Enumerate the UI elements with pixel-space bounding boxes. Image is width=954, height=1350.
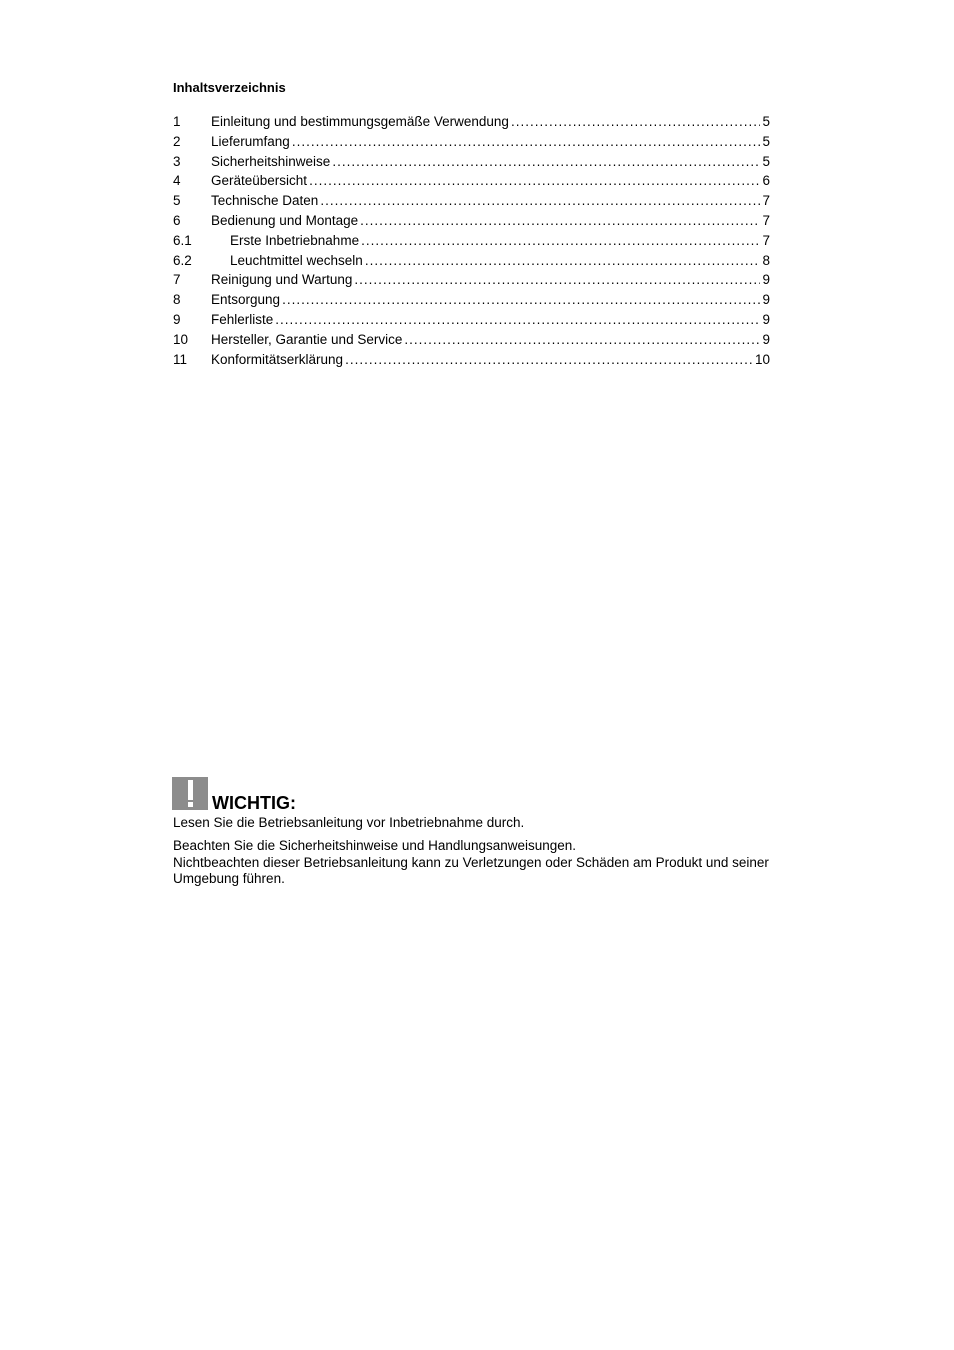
toc-entry-2[interactable] bbox=[173, 132, 770, 152]
toc-leader-dots bbox=[360, 211, 760, 231]
toc-entry-label: Bedienung und Montage bbox=[211, 212, 359, 228]
toc-entry-number: 10 bbox=[173, 331, 189, 347]
toc-leader-dots bbox=[320, 191, 760, 211]
toc-entry-6[interactable] bbox=[173, 211, 770, 231]
table-of-contents bbox=[173, 112, 770, 369]
warning-text-1: Lesen Sie die Betriebsanleitung vor Inbetriebnahme durch. bbox=[173, 815, 525, 830]
toc-entry-11[interactable] bbox=[173, 350, 770, 370]
toc-entry-number: 8 bbox=[173, 292, 181, 308]
toc-entry-label: Erste Inbetriebnahme bbox=[230, 232, 360, 248]
warning-text-2a: Beachten Sie die Sicherheitshinweise und Handlungsanweisungen. bbox=[173, 838, 577, 853]
toc-entry-page: 9 bbox=[762, 311, 770, 327]
toc-entry-label: Entsorgung bbox=[211, 292, 281, 308]
toc-leader-dots bbox=[345, 350, 753, 370]
toc-entry-number: 2 bbox=[173, 133, 181, 149]
toc-leader-dots bbox=[354, 270, 760, 290]
toc-entry-number: 6.1 bbox=[173, 232, 192, 248]
toc-leader-dots bbox=[511, 112, 761, 132]
toc-entry-number: 7 bbox=[173, 272, 181, 288]
toc-entry-page: 10 bbox=[754, 351, 770, 367]
toc-entry-number: 9 bbox=[173, 311, 181, 327]
toc-entry-label: Hersteller, Garantie und Service bbox=[211, 331, 403, 347]
toc-leader-dots bbox=[309, 171, 760, 191]
toc-entry-page: 9 bbox=[762, 292, 770, 308]
toc-entry-label: Fehlerliste bbox=[211, 311, 274, 327]
toc-leader-dots bbox=[332, 152, 760, 172]
toc-leader-dots bbox=[361, 231, 760, 251]
toc-entry-3[interactable] bbox=[173, 152, 770, 172]
warning-heading: WICHTIG: bbox=[212, 793, 296, 813]
toc-entry-page: 8 bbox=[762, 252, 770, 268]
toc-leader-dots bbox=[365, 251, 761, 271]
toc-entry-number: 1 bbox=[173, 114, 181, 129]
toc-entry-8[interactable] bbox=[173, 290, 770, 310]
toc-entry-9[interactable] bbox=[173, 310, 770, 330]
toc-entry-label: Einleitung und bestimmungsgemäße Verwendung bbox=[211, 114, 509, 129]
toc-entry-number: 5 bbox=[173, 193, 181, 209]
warning-text-2b: Nichtbeachten dieser Betriebsanleitung kann zu Verletzungen oder Schäden am Produkt und seiner Umgebung führen. bbox=[173, 854, 769, 886]
toc-entry-6-1[interactable] bbox=[173, 231, 770, 251]
toc-entry-page: 7 bbox=[762, 193, 770, 209]
toc-title: Inhaltsverzeichnis bbox=[173, 80, 286, 95]
toc-entry-label: Konformitätserklärung bbox=[211, 351, 344, 367]
toc-entry-number: 6.2 bbox=[173, 252, 192, 268]
toc-entry-label: Sicherheitshinweise bbox=[211, 153, 331, 169]
toc-entry-number: 3 bbox=[173, 153, 181, 169]
toc-leader-dots bbox=[282, 290, 760, 310]
toc-entry-page: 5 bbox=[762, 153, 770, 169]
toc-entry-6-2[interactable] bbox=[173, 251, 770, 271]
toc-entry-page: 7 bbox=[762, 232, 770, 248]
toc-entry-4[interactable] bbox=[173, 171, 770, 191]
warning-text-2 bbox=[173, 838, 773, 888]
toc-leader-dots bbox=[275, 310, 760, 330]
toc-leader-dots bbox=[292, 132, 761, 152]
toc-entry-page: 9 bbox=[762, 272, 770, 288]
toc-entry-page: 5 bbox=[762, 133, 770, 149]
toc-entry-5[interactable] bbox=[173, 191, 770, 211]
toc-entry-label: Reinigung und Wartung bbox=[211, 272, 353, 288]
toc-entry-label: Geräteübersicht bbox=[211, 173, 308, 189]
toc-entry-page: 5 bbox=[762, 114, 770, 129]
toc-entry-label: Lieferumfang bbox=[211, 133, 290, 149]
toc-entry-label: Leuchtmittel wechseln bbox=[230, 252, 363, 268]
toc-entry-7[interactable] bbox=[173, 270, 770, 290]
toc-entry-number: 11 bbox=[173, 351, 188, 367]
toc-entry-number: 6 bbox=[173, 212, 181, 228]
toc-leader-dots bbox=[404, 330, 760, 350]
exclamation-icon bbox=[172, 777, 208, 810]
toc-entry-page: 9 bbox=[762, 331, 770, 347]
toc-entry-page: 6 bbox=[762, 173, 770, 189]
toc-entry-1[interactable] bbox=[173, 112, 770, 132]
toc-entry-10[interactable] bbox=[173, 330, 770, 350]
toc-entry-page: 7 bbox=[762, 212, 770, 228]
toc-entry-label: Technische Daten bbox=[211, 193, 319, 209]
toc-entry-number: 4 bbox=[173, 173, 181, 189]
